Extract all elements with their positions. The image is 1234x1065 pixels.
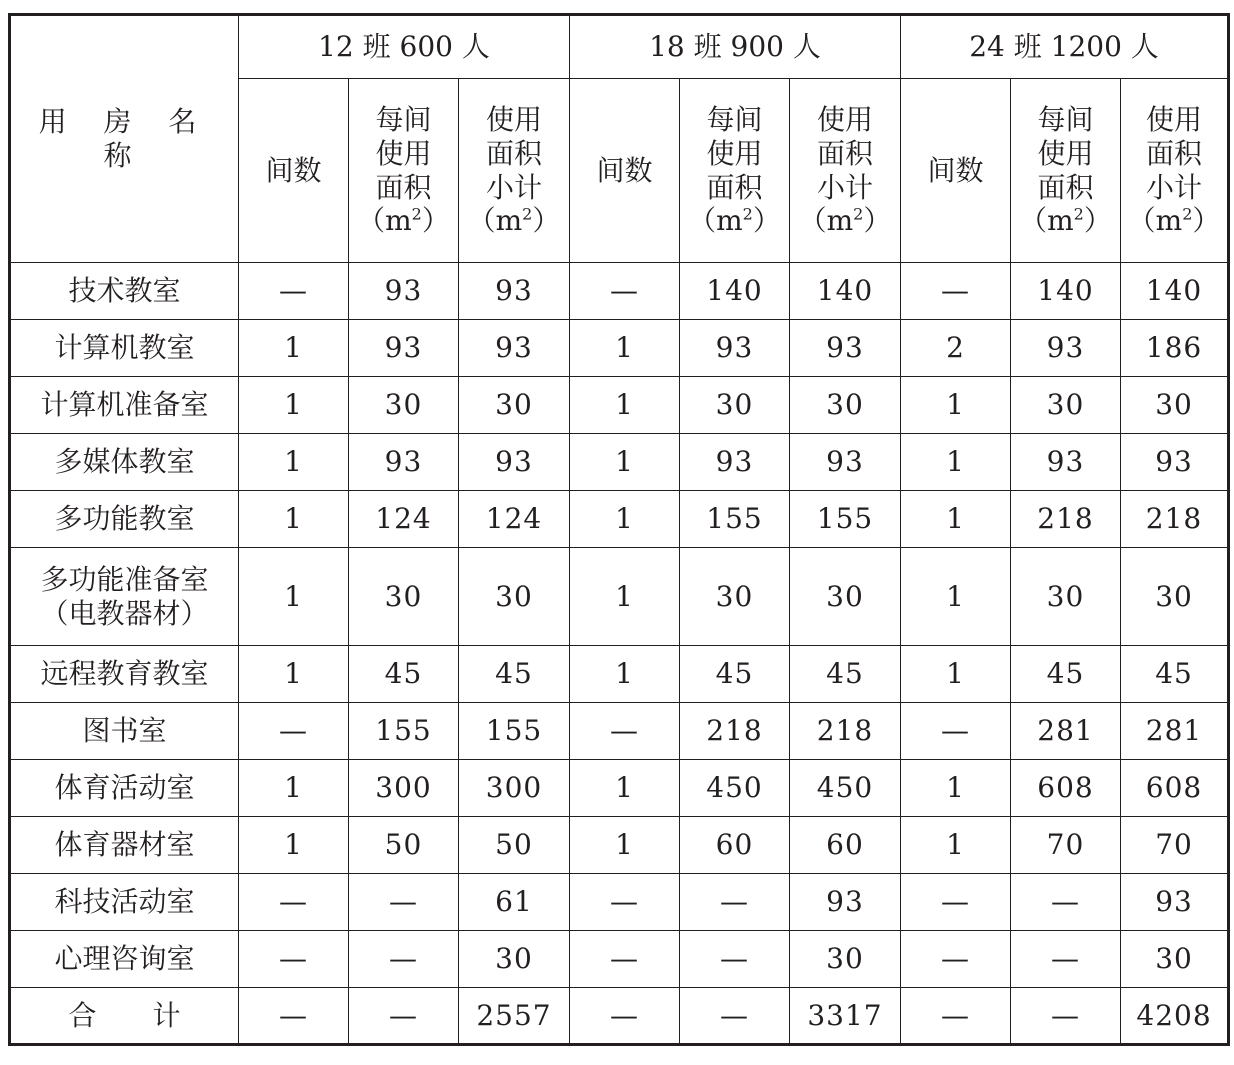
value-cell: 1 [239, 646, 349, 703]
value-cell: 93 [680, 320, 790, 377]
value-cell: 155 [680, 491, 790, 548]
value-cell: 70 [1121, 817, 1229, 874]
header-count: 间数 [570, 79, 680, 263]
value-cell: 1 [239, 760, 349, 817]
value-cell: 30 [1011, 548, 1121, 646]
value-cell: 30 [1121, 931, 1229, 988]
header-count: 间数 [901, 79, 1011, 263]
room-name-cell: 体育活动室 [10, 760, 239, 817]
value-cell: — [570, 931, 680, 988]
value-cell: 1 [901, 760, 1011, 817]
value-cell: — [570, 874, 680, 931]
value-cell: 608 [1011, 760, 1121, 817]
value-cell: 93 [349, 263, 459, 320]
unit-label: $(m^2)$ [357, 204, 450, 238]
value-cell: 45 [680, 646, 790, 703]
value-cell: 1 [570, 377, 680, 434]
header-area-subtotal: 使用 面积 小计 $(m^2)$ [1121, 79, 1229, 263]
value-cell: — [901, 931, 1011, 988]
value-cell: 70 [1011, 817, 1121, 874]
value-cell: 1 [570, 817, 680, 874]
value-cell: 45 [790, 646, 901, 703]
room-name-cell: 图书室 [10, 703, 239, 760]
header-room-name: 用 房 名 称 [10, 15, 239, 263]
value-cell: 281 [1011, 703, 1121, 760]
room-name-cell: 多功能教室 [10, 491, 239, 548]
value-cell: 155 [349, 703, 459, 760]
value-cell: 30 [1121, 548, 1229, 646]
room-name-cell: 心理咨询室 [10, 931, 239, 988]
value-cell: 1 [239, 377, 349, 434]
value-cell: 93 [680, 434, 790, 491]
value-cell: 93 [349, 434, 459, 491]
value-cell: 140 [1121, 263, 1229, 320]
table-row [10, 646, 1229, 703]
table-row [10, 760, 1229, 817]
value-cell: 1 [570, 548, 680, 646]
room-name-cell: 远程教育教室 [10, 646, 239, 703]
value-cell: — [901, 703, 1011, 760]
unit-label: $(m^2)$ [688, 204, 781, 238]
value-cell: 30 [790, 548, 901, 646]
value-cell: 1 [901, 646, 1011, 703]
unit-label: $(m^2)$ [1019, 204, 1112, 238]
value-cell: 1 [239, 434, 349, 491]
header-area-subtotal: 使用 面积 小计 $(m^2)$ [459, 79, 570, 263]
table-row [10, 874, 1229, 931]
value-cell: 1 [239, 548, 349, 646]
value-cell: 45 [1011, 646, 1121, 703]
unit-label: $(m^2)$ [1127, 204, 1221, 238]
value-cell: 1 [901, 434, 1011, 491]
value-cell: 281 [1121, 703, 1229, 760]
value-cell: 30 [349, 548, 459, 646]
value-cell: 93 [790, 320, 901, 377]
value-cell: 300 [459, 760, 570, 817]
value-cell: 45 [459, 646, 570, 703]
header-area-per-room: 每间 使用 面积 $(m^2)$ [1011, 79, 1121, 263]
value-cell: 60 [790, 817, 901, 874]
value-cell: 93 [459, 263, 570, 320]
value-cell: 30 [790, 377, 901, 434]
table-row [10, 263, 1229, 320]
value-cell: — [1011, 988, 1121, 1045]
header-group-24: 24 班 1200 人 [901, 15, 1229, 79]
room-name-cell: 多功能准备室 （电教器材） [10, 548, 239, 646]
value-cell: 1 [570, 491, 680, 548]
value-cell: — [901, 988, 1011, 1045]
value-cell: 4208 [1121, 988, 1229, 1045]
table-body [10, 263, 1229, 1045]
value-cell: 1 [570, 760, 680, 817]
table-row [10, 988, 1229, 1045]
value-cell: 300 [349, 760, 459, 817]
header-area-per-room: 每间 使用 面积 $(m^2)$ [680, 79, 790, 263]
value-cell: — [239, 988, 349, 1045]
value-cell: 1 [901, 817, 1011, 874]
value-cell: 218 [1011, 491, 1121, 548]
value-cell: 1 [901, 491, 1011, 548]
value-cell: — [570, 263, 680, 320]
value-cell: 124 [349, 491, 459, 548]
table-row [10, 548, 1229, 646]
value-cell: 2557 [459, 988, 570, 1045]
value-cell: 93 [1011, 434, 1121, 491]
room-name-cell: 科技活动室 [10, 874, 239, 931]
value-cell: — [901, 874, 1011, 931]
room-area-table [8, 13, 1230, 1046]
value-cell: 30 [349, 377, 459, 434]
value-cell: 1 [239, 320, 349, 377]
value-cell: 93 [349, 320, 459, 377]
value-cell: 50 [349, 817, 459, 874]
room-name-cell: 技术教室 [10, 263, 239, 320]
value-cell: 61 [459, 874, 570, 931]
value-cell: 45 [349, 646, 459, 703]
value-cell: — [239, 703, 349, 760]
room-name-cell: 合 计 [10, 988, 239, 1045]
value-cell: 93 [459, 320, 570, 377]
table-row [10, 491, 1229, 548]
table-row [10, 434, 1229, 491]
value-cell: 155 [459, 703, 570, 760]
value-cell: 50 [459, 817, 570, 874]
header-area-per-room: 每间 使用 面积 $(m^2)$ [349, 79, 459, 263]
value-cell: 218 [680, 703, 790, 760]
value-cell: 1 [570, 434, 680, 491]
value-cell: 1 [570, 320, 680, 377]
value-cell: 45 [1121, 646, 1229, 703]
header-count: 间数 [239, 79, 349, 263]
unit-label: $(m^2)$ [798, 204, 892, 238]
table-row [10, 320, 1229, 377]
value-cell: 218 [790, 703, 901, 760]
value-cell: — [239, 931, 349, 988]
value-cell: 124 [459, 491, 570, 548]
value-cell: — [349, 988, 459, 1045]
value-cell: 1 [239, 817, 349, 874]
value-cell: 218 [1121, 491, 1229, 548]
value-cell: 93 [1121, 434, 1229, 491]
value-cell: 93 [790, 874, 901, 931]
value-cell: 2 [901, 320, 1011, 377]
room-name-cell: 多媒体教室 [10, 434, 239, 491]
value-cell: 450 [680, 760, 790, 817]
value-cell: — [1011, 931, 1121, 988]
value-cell: 1 [239, 491, 349, 548]
value-cell: — [570, 988, 680, 1045]
value-cell: 30 [459, 931, 570, 988]
header-row-groups [10, 15, 1229, 79]
value-cell: 30 [680, 548, 790, 646]
value-cell: 155 [790, 491, 901, 548]
value-cell: 30 [1121, 377, 1229, 434]
value-cell: — [349, 874, 459, 931]
value-cell: 60 [680, 817, 790, 874]
value-cell: 140 [680, 263, 790, 320]
room-name-cell: 计算机准备室 [10, 377, 239, 434]
value-cell: 3317 [790, 988, 901, 1045]
value-cell: 93 [1121, 874, 1229, 931]
header-area-subtotal: 使用 面积 小计 $(m^2)$ [790, 79, 901, 263]
value-cell: 140 [1011, 263, 1121, 320]
value-cell: — [570, 703, 680, 760]
value-cell: 30 [790, 931, 901, 988]
table-row [10, 817, 1229, 874]
value-cell: 30 [459, 548, 570, 646]
header-group-12: 12 班 600 人 [239, 15, 570, 79]
value-cell: 30 [1011, 377, 1121, 434]
value-cell: 1 [570, 646, 680, 703]
room-name-cell: 体育器材室 [10, 817, 239, 874]
value-cell: — [680, 931, 790, 988]
value-cell: — [349, 931, 459, 988]
document-page [8, 13, 1230, 1046]
value-cell: — [680, 874, 790, 931]
value-cell: 30 [459, 377, 570, 434]
value-cell: — [680, 988, 790, 1045]
value-cell: — [239, 263, 349, 320]
room-name-cell: 计算机教室 [10, 320, 239, 377]
value-cell: 93 [1011, 320, 1121, 377]
value-cell: 30 [680, 377, 790, 434]
table-row [10, 703, 1229, 760]
table-row [10, 931, 1229, 988]
value-cell: — [1011, 874, 1121, 931]
table-row [10, 377, 1229, 434]
value-cell: — [239, 874, 349, 931]
value-cell: 608 [1121, 760, 1229, 817]
value-cell: — [901, 263, 1011, 320]
header-group-18: 18 班 900 人 [570, 15, 901, 79]
value-cell: 1 [901, 377, 1011, 434]
value-cell: 93 [790, 434, 901, 491]
value-cell: 93 [459, 434, 570, 491]
value-cell: 186 [1121, 320, 1229, 377]
unit-label: $(m^2)$ [467, 204, 561, 238]
value-cell: 140 [790, 263, 901, 320]
value-cell: 450 [790, 760, 901, 817]
value-cell: 1 [901, 548, 1011, 646]
